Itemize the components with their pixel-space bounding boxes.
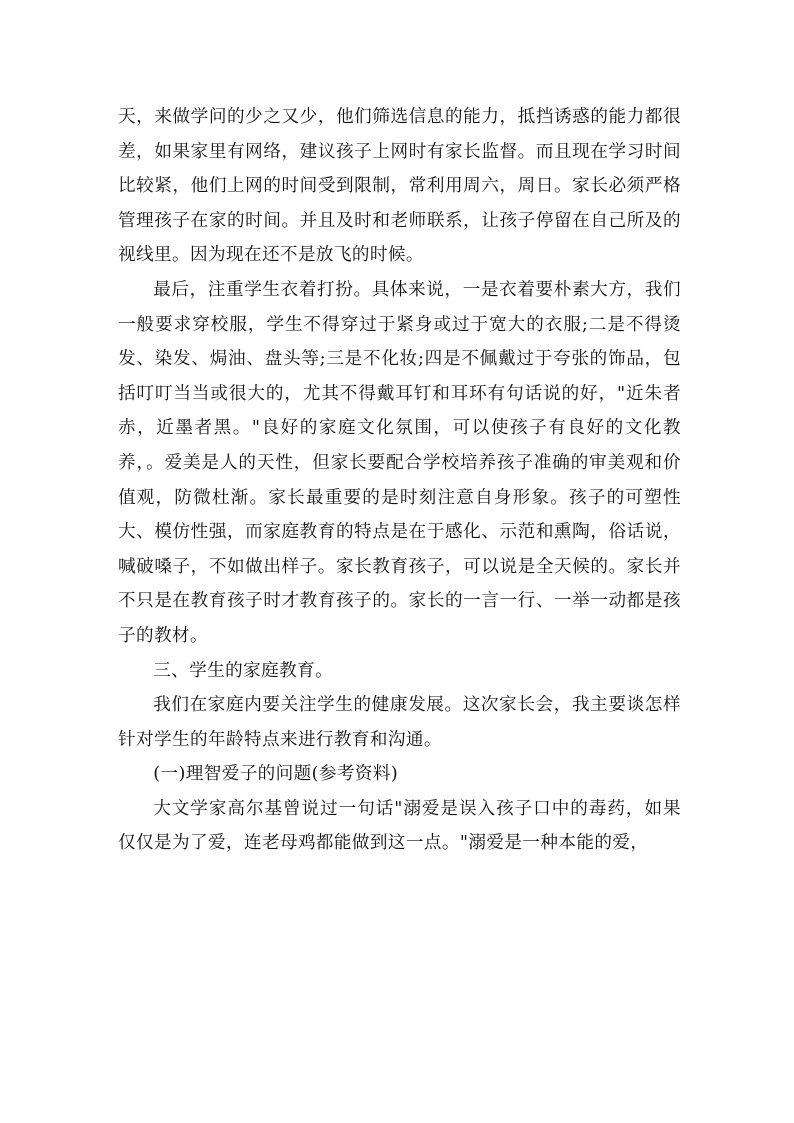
paragraph-healthy-development: 我们在家庭内要关注学生的健康发展。这次家长会，我主要谈怎样针对学生的年龄特点来进行教育和沟通。 bbox=[118, 695, 681, 750]
paragraph-gorky-quote: 大文学家高尔基曾说过一句话"溺爱是误入孩子口中的毒药，如果仅仅是为了爱，连老母鸡都能做到这一点。"溺爱是一种本能的爱， bbox=[118, 798, 681, 854]
section-heading-family-education: 三、学生的家庭教育。 bbox=[153, 660, 334, 681]
document-body bbox=[118, 100, 681, 861]
subheading-rational-love: (一)理智爱子的问题(参考资料) bbox=[153, 764, 399, 785]
paragraph-student-attire: 最后，注重学生衣着打扮。具体来说，一是衣着要朴素大方，我们一般要求穿校服，学生不得穿过于紧身或过于宽大的衣服;二是不得烫发、染发、焗油、盘头等;三是不化妆;四是不佩戴过于夸张的饰品，包括叮叮当当或很大的，尤其不得戴耳钉和耳环有句话说的好，"近朱者赤，近墨者黑。"良好的家庭文化氛围，可以使孩子有良好的文化教养，。爱美是人的天性，但家长要配合学校培养孩子准确的审美观和价值观，防微杜渐。家长最重要的是时刻注意自身形象。孩子的可塑性大、模仿性强，而家庭教育的特点是在于感化、示范和熏陶，俗话说，喊破嗓子，不如做出样子。家长教育孩子，可以说是全天候的。家长并不只是在教育孩子时才教育孩子的。家长的一言一行、一举一动都是孩子的教材。 bbox=[118, 279, 681, 646]
paragraph-internet-supervision: 天，来做学问的少之又少，他们筛选信息的能力，抵挡诱惑的能力都很差，如果家里有网络，建议孩子上网时有家长监督。而且现在学习时间比较紧，他们上网的时间受到限制，常利用周六，周日。家长必须严格管理孩子在家的时间。并且及时和老师联系，让孩子停留在自己所及的视线里。因为现在还不是放飞的时候。 bbox=[118, 107, 681, 266]
